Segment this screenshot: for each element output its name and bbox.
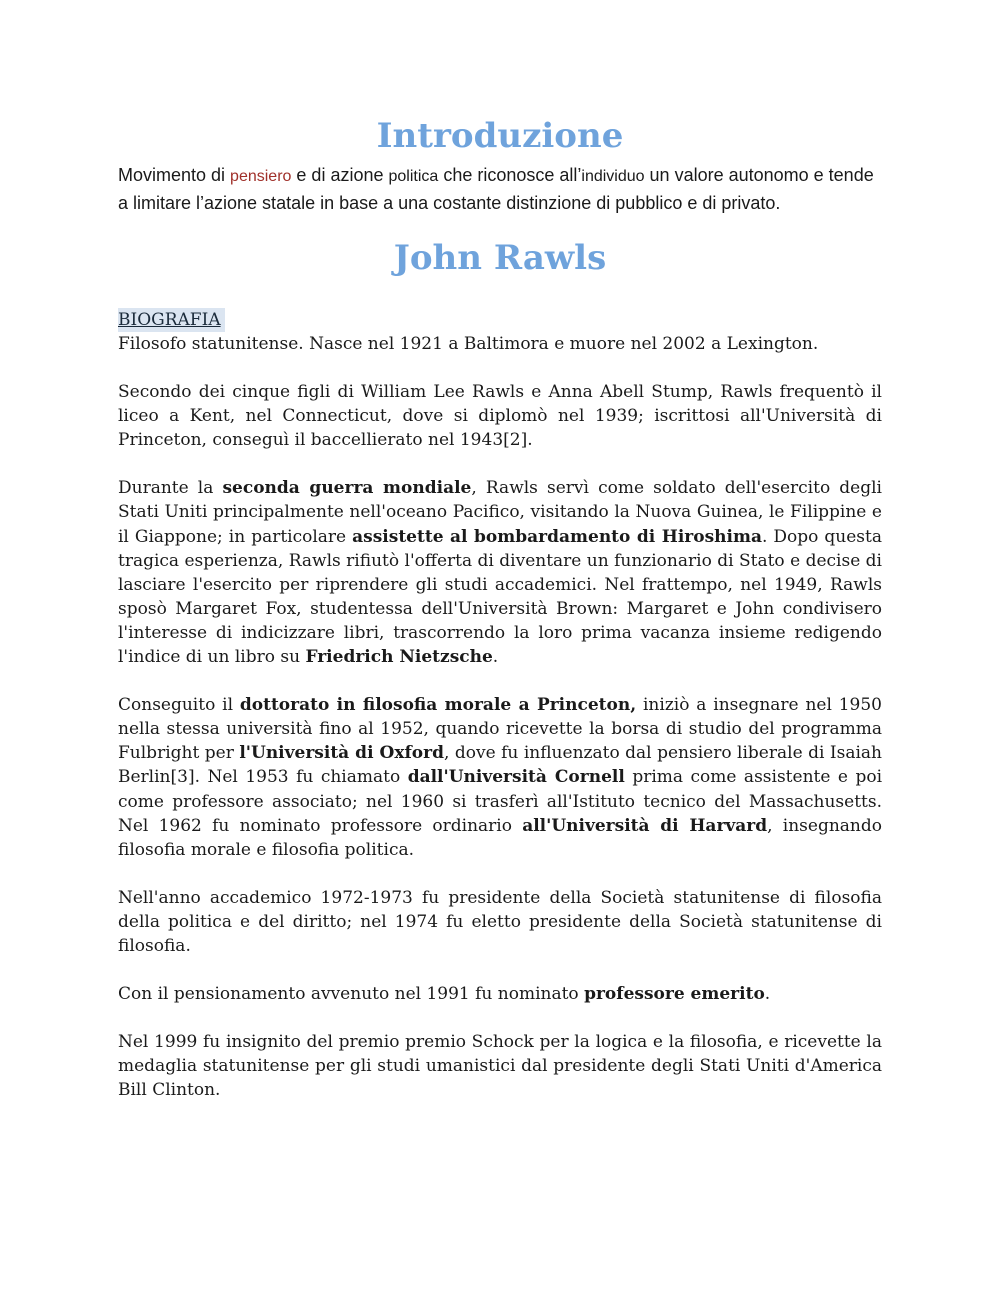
bio-paragraph-6 [118,982,882,1006]
p3-bold-nietzsche: Friedrich Nietzsche [305,647,493,668]
p3-text-c: , Rawls servì come soldato dell'esercito degli Stati Uniti principalmente nell'oceano Pacifico, visitando la Nuova Guinea, le Filippine e il Giappone; in particolare [118,478,882,547]
p4-text-e: , dove fu influenzato dal pensiero liberale di Isaiah Berlin[3]. Nel 1953 fu chiamato [118,743,883,788]
heading-introduzione: Introduzione [376,116,624,156]
bio-paragraph-3 [118,476,882,669]
p4-text-g: prima come assistente e poi come professore associato; nel 1960 si trasferì all'Istituto tecnico del Massachusetts. Nel 1962 fu nominato professore ordinario [118,767,883,836]
intro-text-2: e di azione [291,165,389,185]
bio-paragraph-5: Nell'anno accademico 1972-1973 fu presidente della Società statunitense di filosofia della politica e del diritto; nel 1974 fu eletto presidente della Società statunitense di filosofia. [118,887,882,956]
document-page [118,110,882,1102]
p4-text-i: , insegnando filosofia morale e filosofia politica. [118,815,882,860]
intro-word-individuo: individuo [581,168,645,185]
p3-bold-seconda-guerra: seconda guerra mondiale [222,478,472,499]
bio-paragraph-2: Secondo dei cinque figli di William Lee Rawls e Anna Abell Stump, Rawls frequentò il liceo a Kent, nel Connecticut, dove si diplomò nel 1939; iscrittosi all'Università di Princeton, conseguì il baccellierato nel 1943[2]. [118,382,882,451]
p6-bold-emerito: professore emerito [584,984,765,1005]
intro-paragraph [118,162,882,216]
bio-paragraph-4 [118,693,882,862]
p4-bold-dottorato: dottorato in filosofia morale a Princeton, [239,695,637,716]
p4-bold-oxford: l'Università di Oxford [239,743,444,764]
p3-text-e: . Dopo questa tragica esperienza, Rawls rifiutò l'offerta di diventare un funzionario di Stato e decise di lasciare l'esercito per riprendere gli studi accademici. Nel frattempo, nel 1949, Rawls sposò Margaret Fox, studentessa dell'Università Brown: Margaret e John condivisero l'interesse di indicizzare libri, trascorrendo la loro prima vacanza insieme redigendo l'indice di un libro su [118,526,882,668]
p3-bold-hiroshima: assistette al bombardamento di Hiroshima [352,526,762,547]
intro-text-4: un valore autonomo e tende a limitare l’azione statale in base a una costante distinzione di pubblico e di privato. [118,165,874,213]
p6-text-c: . [764,984,771,1005]
intro-word-pensiero: pensiero [230,168,292,185]
heading-john-rawls: John Rawls [393,238,607,278]
intro-text-1: Movimento di [118,165,231,185]
p6-text-a: Con il pensionamento avvenuto nel 1991 fu nominato [118,984,585,1005]
p4-text-a: Conseguito il [118,695,240,716]
p3-text-g: . [492,647,499,668]
intro-word-politica: politica [388,168,439,185]
p4-text-c: iniziò a insegnare nel 1950 nella stessa università fino al 1952, quando ricevette la borsa di studio del programma Fulbright per [118,695,882,764]
bio-paragraph-1: Filosofo statunitense. Nasce nel 1921 a Baltimora e muore nel 2002 a Lexington. [118,334,819,354]
bio-paragraph-7: Nel 1999 fu insignito del premio premio Schock per la logica e la filosofia, e ricevette la medaglia statunitense per gli studi umanistici dal presidente degli Stati Uniti d'America Bill Clinton. [118,1032,882,1101]
intro-text-3: che riconosce all’ [438,165,582,185]
p3-text-a: Durante la [118,478,223,499]
p4-bold-cornell: dall'Università Cornell [407,767,625,788]
biografia-label: BIOGRAFIA [118,308,225,332]
biografia-label-row [118,284,882,332]
p4-bold-harvard: all'Università di Harvard [522,815,768,836]
